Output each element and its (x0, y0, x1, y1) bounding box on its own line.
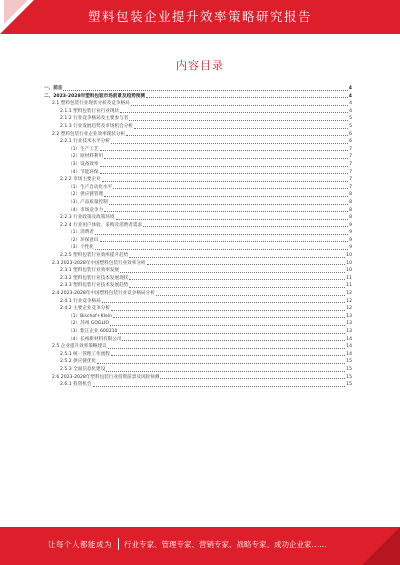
toc-entry-title: 2.2.1 行业技术水平分析 (60, 139, 110, 145)
toc-page-number: 13 (346, 329, 352, 334)
toc-entry-title: （4）长裕新材料有限公司 (68, 336, 122, 342)
toc-leader-dots (97, 363, 345, 364)
toc-leader-dots (122, 340, 345, 341)
toc-page-number: 15 (346, 359, 352, 365)
toc-entry[interactable] (44, 320, 352, 328)
toc-entry-title: 二、2023-2028年塑料包装市场前景及趋势预测 (44, 93, 145, 99)
report-title: 塑料包装企业提升效率策略研究报告 (87, 9, 312, 24)
toc-entry-title: （1）生产自动化水平 (68, 184, 113, 190)
toc-leader-dots (129, 257, 345, 258)
toc-entry-title: 2.3.2 塑料包装行业技术发展现状 (60, 275, 129, 281)
toc-entry[interactable] (44, 343, 352, 351)
toc-leader-dots (104, 211, 348, 212)
toc-entry-title: 2.2 塑料包装行业企业效率现状分析 (52, 131, 126, 137)
toc-entry[interactable] (44, 351, 352, 359)
toc-entry[interactable] (44, 374, 352, 382)
toc-page-number: 10 (346, 253, 352, 259)
toc-page-number: 11 (346, 275, 352, 281)
toc-entry-title: 2.1 塑料包装行业现状分析及竞争格局 (52, 101, 130, 107)
table-of-contents (44, 85, 352, 389)
toc-entry[interactable] (44, 108, 352, 116)
toc-leader-dots (111, 143, 348, 144)
page-header (0, 0, 400, 34)
toc-page-number: 8 (349, 199, 352, 205)
toc-entry[interactable] (44, 381, 352, 389)
toc-entry[interactable] (44, 131, 352, 139)
toc-leader-dots (120, 112, 348, 113)
toc-entry[interactable] (44, 275, 352, 283)
footer-roles: 行业专家、管理专家、营销专家、战略专家、成功企业家…… (124, 540, 327, 549)
toc-entry[interactable] (44, 336, 352, 344)
toc-leader-dots (102, 181, 348, 182)
toc-leader-dots (129, 120, 348, 121)
toc-entry-title: 2.3.1 塑料包装行业效率发展 (60, 268, 120, 274)
toc-page-number: 6 (349, 139, 352, 145)
toc-page-number: 7 (349, 184, 352, 190)
toc-entry-title: 2.5.2 供应链优化 (60, 359, 97, 365)
toc-leader-dots (143, 226, 348, 227)
footer-corner-decoration (362, 527, 400, 565)
toc-page-number: 8 (349, 192, 352, 198)
toc-entry[interactable] (44, 282, 352, 290)
toc-page-number: 7 (349, 161, 352, 167)
toc-entry[interactable] (44, 199, 352, 207)
toc-entry-title: 2.1.1 塑料包装行业行业现状 (60, 108, 120, 114)
toc-page-number: 7 (349, 154, 352, 160)
toc-entry-title: （3）紫江企业 600210 (68, 329, 118, 334)
toc-leader-dots (102, 302, 345, 303)
toc-entry[interactable] (44, 138, 352, 146)
toc-page-number: 9 (349, 230, 352, 236)
toc-entry[interactable] (44, 93, 352, 101)
toc-heading: 内容目录 (176, 59, 224, 72)
toc-page-number: 9 (349, 245, 352, 251)
toc-leader-dots (120, 272, 345, 273)
toc-entry[interactable] (44, 244, 352, 252)
toc-entry-title: （3）产品质量控制 (68, 199, 108, 205)
toc-page-number: 10 (346, 268, 352, 274)
toc-leader-dots (110, 325, 345, 326)
toc-leader-dots (100, 150, 349, 151)
toc-entry-title: 2.3 2023-2028年中国塑料包装行业效率分析 (52, 260, 146, 266)
toc-leader-dots (129, 279, 345, 280)
toc-entry[interactable] (44, 146, 352, 154)
toc-entry[interactable] (44, 100, 352, 108)
toc-entry-title: 2.3.3 塑料包装行业技术发展趋势 (60, 283, 129, 289)
toc-entry[interactable] (44, 237, 352, 245)
toc-page-number: 10 (346, 260, 352, 266)
toc-leader-dots (104, 158, 348, 159)
toc-leader-dots (63, 90, 347, 91)
toc-entry-title: 2.5.3 全面信息化建设 (60, 366, 106, 372)
toc-page-number: 5 (349, 116, 352, 122)
toc-page-number: 15 (346, 366, 352, 372)
toc-entry-title: （3）设备效率 (68, 161, 99, 167)
footer-slogan: 让每个人都能成为 (48, 540, 112, 549)
toc-page-number: 14 (346, 351, 352, 357)
toc-page-number: 15 (346, 382, 352, 388)
toc-page-number: 15 (346, 374, 352, 380)
toc-leader-dots (111, 310, 345, 311)
toc-entry-title: 2.4.1 行业竞争格局 (60, 298, 101, 304)
toc-leader-dots (100, 166, 349, 167)
toc-entry-title: （4）市场竞争力 (68, 207, 104, 213)
toc-leader-dots (95, 234, 348, 235)
toc-entry[interactable] (44, 358, 352, 366)
toc-entry[interactable] (44, 313, 352, 321)
toc-entry-title: 2.2.3 行业政策及政策环境 (60, 215, 115, 221)
toc-page-number: 9 (349, 222, 352, 228)
toc-page-number: 7 (349, 169, 352, 175)
toc-entry-title: （2）供应链管理 (68, 192, 104, 198)
toc-page-number: 13 (346, 313, 352, 319)
toc-leader-dots (156, 295, 345, 296)
toc-entry[interactable] (44, 115, 352, 123)
toc-page-number: 11 (346, 283, 352, 289)
toc-page-number: 12 (346, 298, 352, 304)
toc-entry-title: （3）个性化 (68, 245, 94, 251)
toc-page-number: 4 (348, 86, 352, 91)
toc-leader-dots (93, 386, 346, 387)
toc-entry[interactable] (44, 191, 352, 199)
toc-leader-dots (95, 249, 348, 250)
toc-entry[interactable] (44, 290, 352, 298)
page-footer (0, 527, 400, 565)
toc-page-number: 5 (349, 123, 352, 129)
toc-page-number: 4 (349, 101, 352, 107)
toc-page-number: 12 (346, 291, 352, 297)
toc-entry[interactable] (44, 161, 352, 169)
toc-entry[interactable] (44, 260, 352, 268)
toc-entry-title: 2.4.2 主要企业竞争分析 (60, 306, 110, 312)
toc-page-number: 7 (349, 146, 352, 152)
toc-entry[interactable] (44, 184, 352, 192)
toc-entry[interactable] (44, 85, 352, 93)
toc-entry[interactable] (44, 207, 352, 215)
toc-leader-dots (113, 317, 345, 318)
toc-entry-title: （2）环保意识 (68, 237, 99, 243)
toc-entry[interactable] (44, 298, 352, 306)
toc-entry[interactable] (44, 267, 352, 275)
toc-leader-dots (100, 241, 349, 242)
toc-entry-title: 2.6.1 投资机会 (60, 382, 92, 388)
toc-leader-dots (146, 97, 348, 98)
toc-leader-dots (109, 204, 348, 205)
toc-leader-dots (116, 219, 349, 220)
toc-entry-title: （1）消费者 (68, 230, 94, 236)
toc-entry[interactable] (44, 328, 352, 336)
toc-leader-dots (104, 196, 348, 197)
toc-page-number: 9 (349, 237, 352, 243)
toc-leader-dots (113, 188, 348, 189)
toc-leader-dots (100, 173, 349, 174)
toc-page-number: 8 (349, 207, 352, 213)
toc-entry-title: 2.1.3 行业发展趋势及市场机会分析 (60, 123, 133, 129)
toc-page-number: 6 (349, 131, 352, 137)
toc-page-number: 7 (349, 177, 352, 183)
toc-entry[interactable] (44, 366, 352, 374)
toc-page-number: 13 (346, 321, 352, 327)
toc-entry[interactable] (44, 214, 352, 222)
toc-entry-title: 一、前言 (44, 86, 63, 91)
toc-entry-title: （2）苏州 GOGLIO (68, 321, 110, 327)
toc-leader-dots (134, 128, 348, 129)
toc-entry[interactable] (44, 229, 352, 237)
toc-entry[interactable] (44, 222, 352, 230)
toc-entry[interactable] (44, 252, 352, 260)
toc-page-number: 14 (346, 344, 352, 350)
toc-page-number: 4 (349, 108, 352, 114)
toc-leader-dots (106, 371, 345, 372)
toc-page-number: 8 (349, 215, 352, 221)
toc-entry-title: 2.2.5 塑料包装行业效率提升趋势 (60, 253, 129, 259)
toc-entry-title: （1）生产工艺 (68, 146, 99, 152)
toc-entry-title: 2.6 2023-2028年塑料包装行业投资前景及风险预测 (52, 374, 160, 380)
toc-leader-dots (129, 287, 345, 288)
toc-leader-dots (108, 348, 345, 349)
toc-page-number: 4 (348, 93, 352, 99)
toc-entry-title: 2.4 2023-2028年中国塑料包装行业竞争格局分析 (52, 291, 155, 297)
toc-entry[interactable] (44, 153, 352, 161)
toc-page-number: 12 (346, 306, 352, 312)
toc-leader-dots (147, 264, 346, 265)
toc-entry-title: （4）节能环保 (68, 169, 99, 175)
footer-divider (118, 538, 119, 550)
toc-entry[interactable] (44, 176, 352, 184)
toc-entry[interactable] (44, 123, 352, 131)
toc-page-number: 14 (346, 336, 352, 342)
toc-entry-title: （2）原材料利用 (68, 154, 104, 160)
toc-entry-title: 2.5 企业提升效率策略建议 (52, 344, 107, 350)
toc-leader-dots (111, 355, 345, 356)
toc-entry-title: 2.2.2 市场主要企业 (60, 177, 101, 183)
toc-entry-title: 2.5.1 统一管理工作流程 (60, 351, 110, 357)
toc-entry-title: 2.2.4 行业用户体验、采购及消费者需求 (60, 222, 143, 228)
toc-entry-title: 2.1.2 行业竞争格局及主要参与者 (60, 116, 129, 122)
toc-entry[interactable] (44, 305, 352, 313)
toc-entry[interactable] (44, 169, 352, 177)
toc-leader-dots (118, 333, 345, 334)
toc-leader-dots (126, 135, 348, 136)
toc-entry-title: （1）Bischof+Klein (68, 313, 112, 319)
toc-leader-dots (160, 378, 345, 379)
toc-leader-dots (131, 105, 348, 106)
